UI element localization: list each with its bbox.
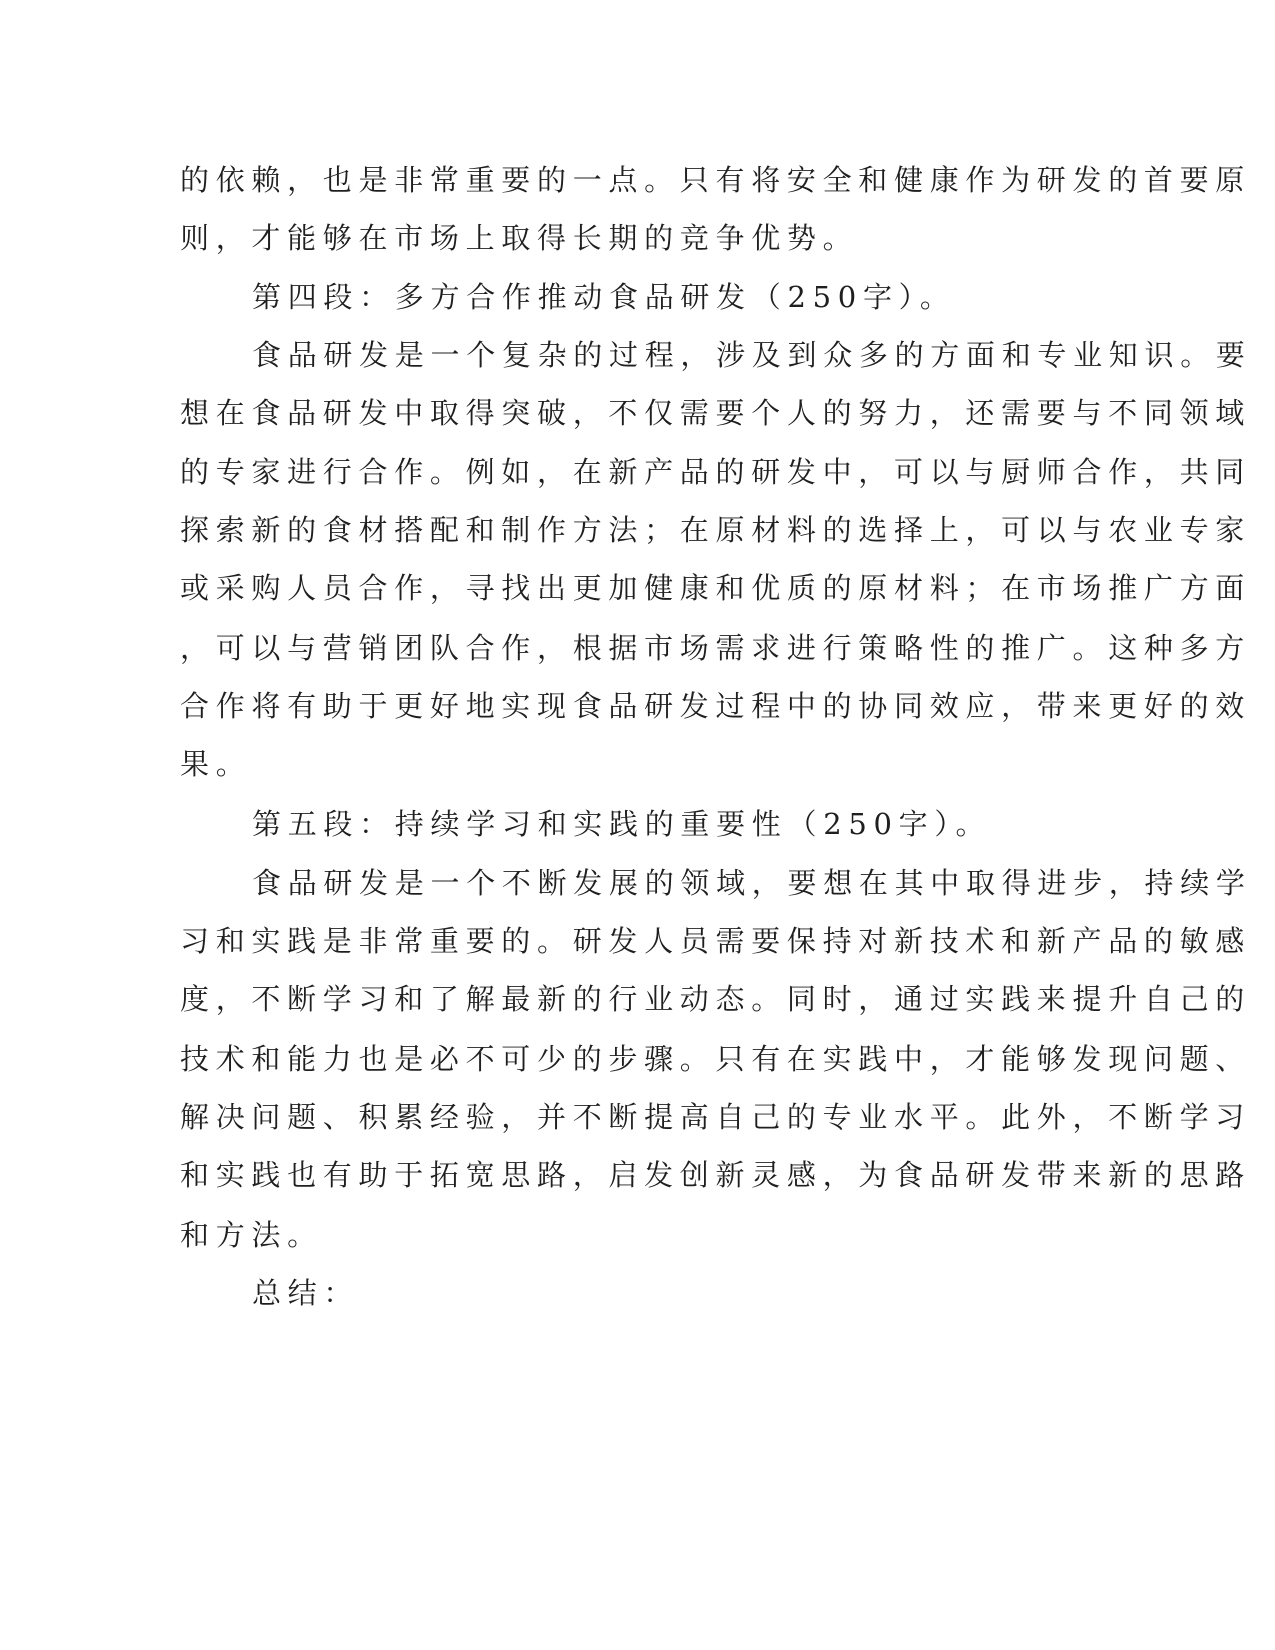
text-line: 或采购人员合作，寻找出更加健康和优质的原材料；在市场推广方面 — [180, 571, 1252, 605]
text-line: 度，不断学习和了解最新的行业动态。同时，通过实践来提升自己的 — [180, 982, 1252, 1016]
text-line: 的专家进行合作。例如，在新产品的研发中，可以与厨师合作，共同 — [180, 455, 1252, 489]
text-line: 技术和能力也是必不可少的步骤。只有在实践中，才能够发现问题、 — [180, 1042, 1252, 1076]
paragraph-first-line: 食品研发是一个复杂的过程，涉及到众多的方面和专业知识。要 — [252, 338, 1252, 372]
text-line: ，可以与营销团队合作，根据市场需求进行策略性的推广。这种多方 — [180, 631, 1252, 665]
text-line: 的依赖，也是非常重要的一点。只有将安全和健康作为研发的首要原 — [180, 163, 1252, 197]
text-line: 果。 — [180, 747, 252, 781]
text-line: 想在食品研发中取得突破，不仅需要个人的努力，还需要与不同领域 — [180, 396, 1252, 430]
text-line: 探索新的食材搭配和制作方法；在原材料的选择上，可以与农业专家 — [180, 513, 1252, 547]
text-line: 习和实践是非常重要的。研发人员需要保持对新技术和新产品的敏感 — [180, 924, 1252, 958]
text-line: 合作将有助于更好地实现食品研发过程中的协同效应，带来更好的效 — [180, 689, 1252, 723]
text-line: 则，才能够在市场上取得长期的竞争优势。 — [180, 221, 859, 255]
section-heading-5: 第五段：持续学习和实践的重要性（250字）。 — [252, 807, 992, 841]
paragraph-first-line: 食品研发是一个不断发展的领域，要想在其中取得进步，持续学 — [252, 866, 1252, 900]
text-line: 和实践也有助于拓宽思路，启发创新灵感，为食品研发带来新的思路 — [180, 1158, 1252, 1192]
text-line: 解决问题、积累经验，并不断提高自己的专业水平。此外，不断学习 — [180, 1100, 1252, 1134]
text-line: 和方法。 — [180, 1218, 323, 1252]
section-heading-4: 第四段：多方合作推动食品研发（250字）。 — [252, 280, 956, 314]
summary-heading: 总结： — [252, 1276, 360, 1310]
